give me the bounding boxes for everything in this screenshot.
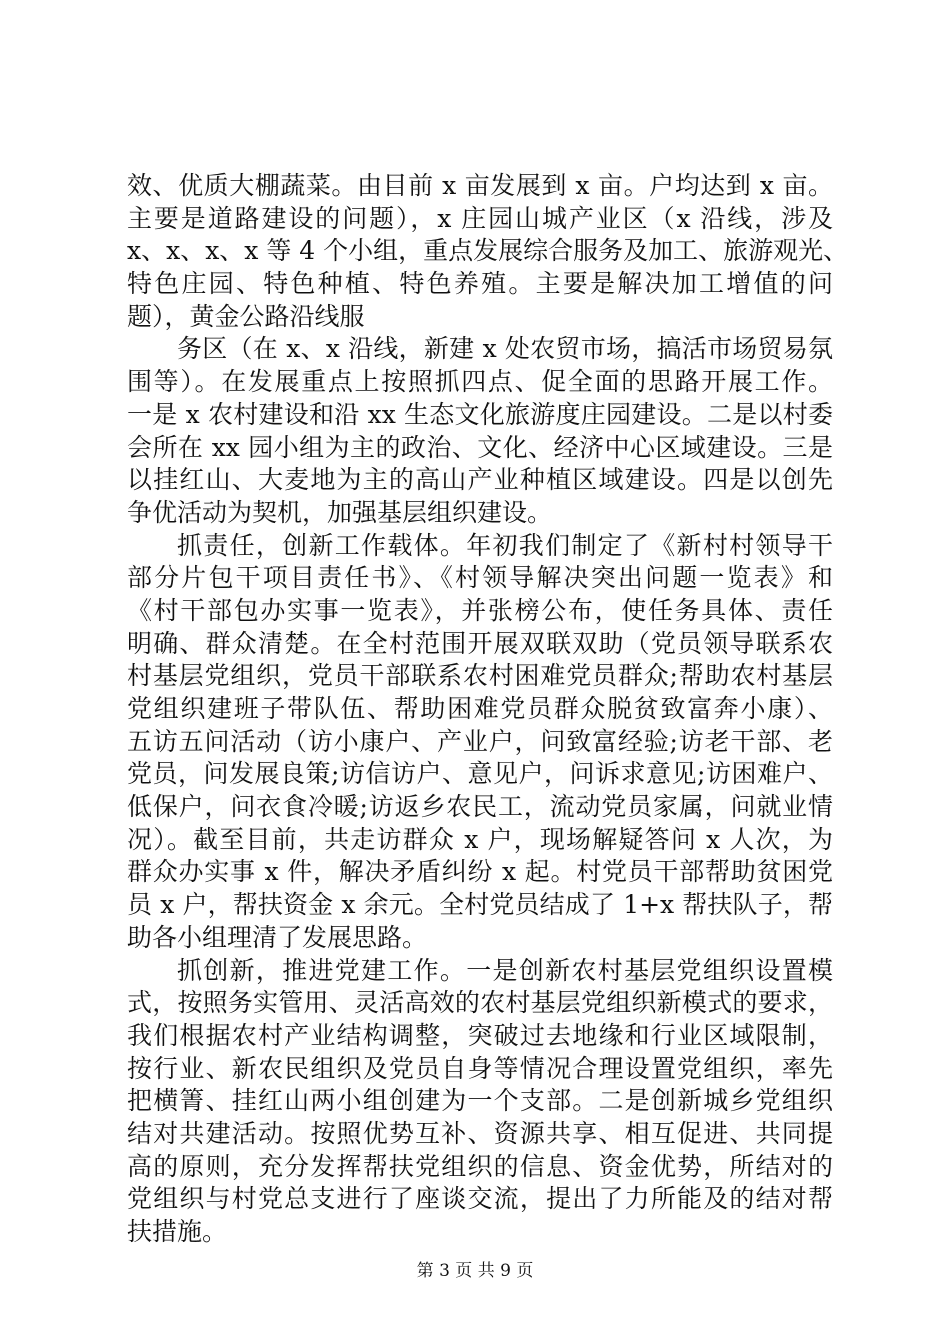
paragraph-line: 党组织建班子带队伍、帮助困难党员群众脱贫致富奔小康）、 xyxy=(127,694,833,723)
paragraph-line: 题），黄金公路沿线服 xyxy=(127,301,365,331)
paragraph-line: 明确、群众清楚。在全村范围开展双联双助（党员领导联系农 xyxy=(127,628,833,658)
paragraph-line: 会所在 xx 园小组为主的政治、文化、经济中心区域建设。三是 xyxy=(127,432,833,462)
paragraph-line: 主要是道路建设的问题），x 庄园山城产业区（x 沿线，涉及 xyxy=(127,203,833,233)
paragraph xyxy=(127,955,833,1249)
paragraph-line: 把横箐、挂红山两小组创建为一个支部。二是创新城乡党组织 xyxy=(127,1086,833,1116)
paragraph-line: 群众办实事 x 件，解决矛盾纠纷 x 起。村党员干部帮助贫困党 xyxy=(127,857,833,887)
document-body xyxy=(127,170,849,1249)
paragraph xyxy=(127,170,849,333)
paragraph-line: 五访五问活动（访小康户、产业户，问致富经验;访老干部、老 xyxy=(127,726,833,756)
paragraph-line: 扶措施。 xyxy=(127,1217,228,1246)
paragraph-line: 村基层党组织，党员干部联系农村困难党员群众;帮助农村基层 xyxy=(127,661,833,691)
paragraph-line: 抓创新，推进党建工作。一是创新农村基层党组织设置模 xyxy=(177,955,833,985)
page-footer: 第 3 页 共 9 页 xyxy=(416,1261,534,1281)
paragraph-line: 助各小组理清了发展思路。 xyxy=(127,922,428,952)
paragraph-line: 党员，问发展良策;访信访户、意见户，问诉求意见;访困难户、 xyxy=(127,759,833,789)
paragraph-line: 特色庄园、特色种植、特色养殖。主要是解决加工增值的问 xyxy=(127,269,833,299)
paragraph-line: 抓责任，创新工作载体。年初我们制定了《新村村领导干 xyxy=(177,530,833,560)
paragraph-line: 我们根据农村产业结构调整，突破过去地缘和行业区域限制， xyxy=(127,1020,833,1050)
paragraph-line: 以挂红山、大麦地为主的高山产业种植区域建设。四是以创先 xyxy=(127,465,833,495)
paragraph-line: 一是 x 农村建设和沿 xx 生态文化旅游度庄园建设。二是以村委 xyxy=(127,399,833,429)
paragraph-line: 务区（在 x、x 沿线，新建 x 处农贸市场，搞活市场贸易氛 xyxy=(177,334,833,364)
paragraph xyxy=(127,333,833,529)
paragraph-line: 围等）。在发展重点上按照抓四点、促全面的思路开展工作。 xyxy=(127,367,833,397)
paragraph-line: 按行业、新农民组织及党员自身等情况合理设置党组织，率先 xyxy=(127,1053,833,1083)
paragraph xyxy=(127,530,833,955)
paragraph-line: 党组织与村党总支进行了座谈交流，提出了力所能及的结对帮 xyxy=(127,1184,833,1214)
paragraph-line: 结对共建活动。按照优势互补、资源共享、相互促进、共同提 xyxy=(127,1118,833,1148)
paragraph-line: 低保户，问衣食冷暖;访返乡农民工，流动党员家属，问就业情 xyxy=(127,792,833,822)
paragraph-line: 式，按照务实管用、灵活高效的农村基层党组织新模式的要求， xyxy=(127,988,833,1018)
paragraph-line: 效、优质大棚蔬菜。由目前 x 亩发展到 x 亩。户均达到 x 亩。 xyxy=(127,171,833,200)
paragraph-line: 员 x 户，帮扶资金 x 余元。全村党员结成了 1+x 帮扶队子，帮 xyxy=(127,890,833,920)
paragraph-line: 《村干部包办实事一览表》，并张榜公布，使任务具体、责任 xyxy=(127,595,833,625)
paragraph-line: x、x、x、x 等 4 个小组，重点发展综合服务及加工、旅游观光、 xyxy=(127,236,849,266)
paragraph-line: 争优活动为契机，加强基层组织建设。 xyxy=(127,497,553,527)
paragraph-line: 况）。截至目前，共走访群众 x 户，现场解疑答问 x 人次，为 xyxy=(127,824,833,854)
paragraph-line: 高的原则，充分发挥帮扶党组织的信息、资金优势，所结对的 xyxy=(127,1151,833,1181)
paragraph-line: 部分片包干项目责任书》、《村领导解决突出问题一览表》和 xyxy=(127,563,833,593)
